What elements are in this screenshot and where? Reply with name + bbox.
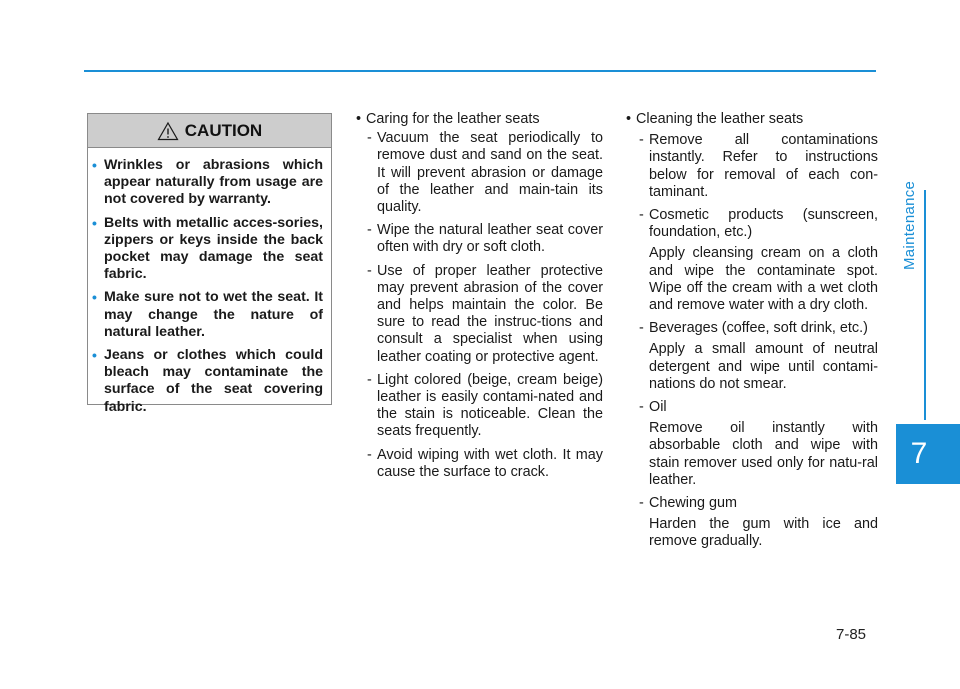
chapter-tab bbox=[896, 424, 960, 484]
caution-header bbox=[88, 114, 331, 148]
caution-item-text: Wrinkles or abrasions which appear naturally from usage are not covered by warranty. bbox=[104, 157, 323, 208]
caring-section bbox=[356, 111, 603, 487]
cleaning-item-detail: Apply a small amount of neutral detergent and wipe until contami-nations do not smear. bbox=[649, 341, 878, 392]
bullet-dot: • bbox=[92, 347, 97, 364]
caring-item-text: Wipe the natural leather seat cover often with dry or soft cloth. bbox=[377, 222, 603, 256]
caution-item-text: Jeans or clothes which could bleach may contaminate the surface of the seat covering fabric. bbox=[104, 347, 323, 415]
caution-list bbox=[88, 148, 331, 416]
section-label: Maintenance bbox=[901, 180, 918, 270]
caring-item-text: Vacuum the seat periodically to remove dust and sand on the seat. It will prevent abrasion or damage of the leather and main-tain its quality. bbox=[377, 130, 603, 216]
bullet-dot: • bbox=[92, 214, 97, 231]
cleaning-section bbox=[626, 111, 878, 557]
cleaning-item-title: Beverages (coffee, soft drink, etc.) bbox=[649, 320, 868, 337]
cleaning-item-title: Remove all contaminations instantly. Refer to instructions below for removal of each con-taminant. bbox=[649, 132, 878, 200]
caring-item: - Vacuum the seat periodically to remove dust and sand on the seat. It will prevent abrasion or damage of the leather and main-tain its quality. bbox=[367, 130, 603, 216]
top-divider bbox=[84, 70, 876, 72]
caring-heading: • Caring for the leather seats bbox=[356, 111, 540, 127]
cleaning-item: - Cosmetic products (sunscreen, foundation, etc.) Apply cleansing cream on a cloth and wipe the contaminate spot. Wipe off the cream with a wet cloth and remove water with a dry cloth. bbox=[639, 207, 878, 314]
caution-item bbox=[92, 347, 323, 416]
cleaning-item-detail: Harden the gum with ice and remove gradually. bbox=[649, 516, 878, 550]
bullet-dot: • bbox=[92, 289, 97, 306]
cleaning-item: - Remove all contaminations instantly. Refer to instructions below for removal of each con-taminant. bbox=[639, 132, 878, 200]
caring-item: - Use of proper leather protective may prevent abrasion of the cover and helps maintain the color. Be sure to read the instruc-tions and consult a specialist when using leather coating or protective agent. bbox=[367, 262, 603, 365]
caring-item-text: Use of proper leather protective may prevent abrasion of the cover and helps maintain the color. Be sure to read the instruc-tions and consult a specialist when using leather coating or protective agent. bbox=[377, 262, 603, 365]
cleaning-item: - Beverages (coffee, soft drink, etc.) Apply a small amount of neutral detergent and wipe until contami-nations do not smear. bbox=[639, 320, 878, 392]
cleaning-item: - Oil Remove oil instantly with absorbable cloth and wipe with stain remover used only for natu-ral leather. bbox=[639, 399, 878, 488]
caution-item bbox=[92, 157, 323, 209]
cleaning-item-title: Cosmetic products (sunscreen, foundation, etc.) bbox=[649, 207, 878, 241]
caution-box bbox=[87, 113, 332, 415]
caring-item: - Avoid wiping with wet cloth. It may cause the surface to crack. bbox=[367, 446, 603, 480]
caring-item-text: Avoid wiping with wet cloth. It may cause the surface to crack. bbox=[377, 446, 603, 480]
caring-item-text: Light colored (beige, cream beige) leather is easily contami-nated and the stain is noticeable. Clean the seats frequently. bbox=[377, 371, 603, 440]
cleaning-item-title: Chewing gum bbox=[649, 495, 737, 512]
page-number: 7-85 bbox=[836, 626, 867, 643]
warning-triangle-icon bbox=[157, 121, 179, 141]
cleaning-item-detail: Remove oil instantly with absorbable cloth and wipe with stain remover used only for natu-ral leather. bbox=[649, 420, 878, 488]
caution-item bbox=[92, 214, 323, 284]
caution-item bbox=[92, 289, 323, 341]
cleaning-heading: • Cleaning the leather seats bbox=[626, 111, 804, 127]
bullet-dot: • bbox=[92, 157, 97, 173]
caring-item: - Wipe the natural leather seat cover often with dry or soft cloth. bbox=[367, 222, 603, 256]
cleaning-heading-text: Cleaning the leather seats bbox=[636, 111, 804, 127]
caution-title: CAUTION bbox=[184, 120, 263, 140]
cleaning-item-detail: Apply cleansing cream on a cloth and wipe the contaminate spot. Wipe off the cream with a wet cloth and remove water with a dry cloth. bbox=[649, 245, 878, 314]
chapter-number: 7 bbox=[910, 437, 928, 470]
caution-item-text: Make sure not to wet the seat. It may change the nature of natural leather. bbox=[104, 289, 323, 340]
cleaning-item-title: Oil bbox=[649, 399, 667, 416]
caring-item: - Light colored (beige, cream beige) leather is easily contami-nated and the stain is noticeable. Clean the seats frequently. bbox=[367, 371, 603, 440]
caring-heading-text: Caring for the leather seats bbox=[366, 111, 540, 127]
caution-item-text: Belts with metallic acces-sories, zippers or keys inside the back pocket may damage the seat fabric. bbox=[104, 214, 323, 283]
cleaning-item: - Chewing gum Harden the gum with ice and remove gradually. bbox=[639, 495, 878, 550]
